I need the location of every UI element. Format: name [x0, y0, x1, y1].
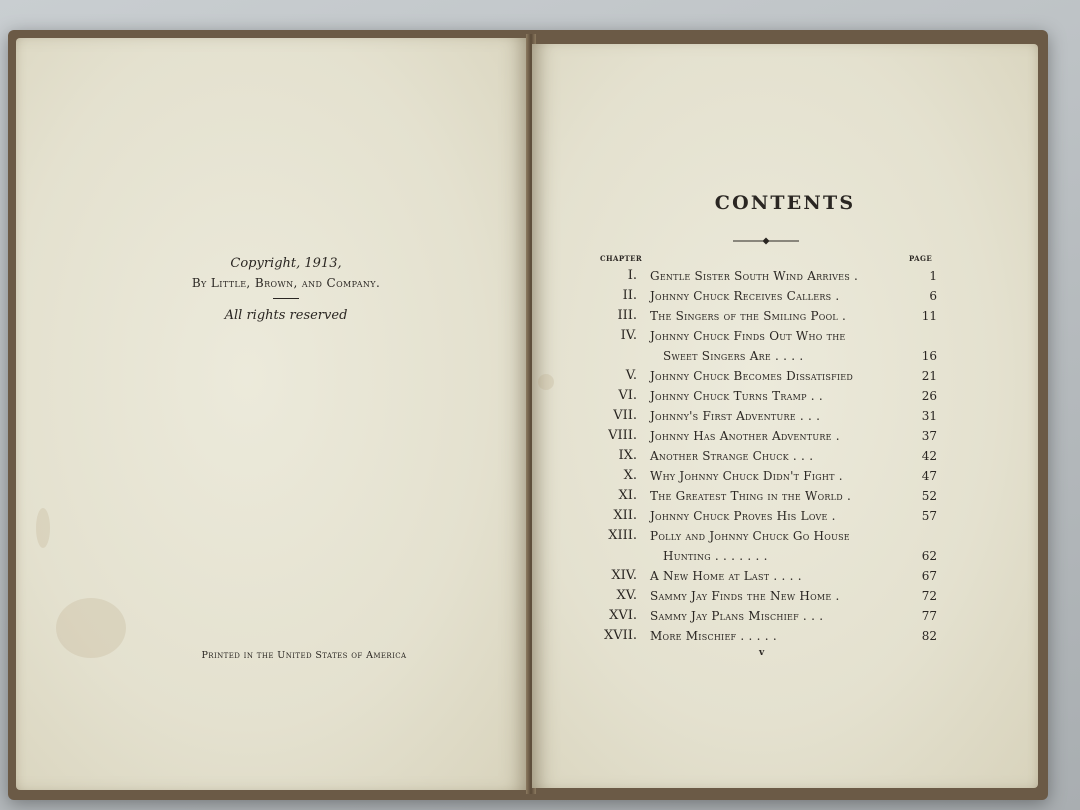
- toc-entry: [592, 366, 937, 386]
- chapter-page-number: 77: [921, 609, 937, 623]
- chapter-number: XV.: [616, 588, 637, 603]
- chapter-page-number: 6: [929, 289, 937, 303]
- chapter-number: VIII.: [608, 428, 637, 443]
- chapter-number: V.: [625, 368, 637, 383]
- copyright-block: [166, 254, 406, 326]
- chapter-number: VI.: [618, 388, 637, 403]
- toc-entry: [592, 486, 937, 506]
- toc-entry: [592, 426, 937, 446]
- chapter-title: Johnny Chuck Receives Callers .: [650, 289, 840, 303]
- chapter-title: Another Strange Chuck . . .: [650, 449, 814, 463]
- divider-rule: [273, 298, 299, 299]
- toc-entry: [592, 266, 937, 286]
- chapter-number: XVII.: [603, 628, 637, 643]
- page-stain: [56, 598, 126, 658]
- chapter-page-number: 57: [921, 509, 937, 523]
- chapter-title: Johnny Chuck Proves His Love .: [650, 509, 836, 523]
- chapter-title: Sammy Jay Finds the New Home .: [650, 589, 840, 603]
- toc-entry: [592, 286, 937, 306]
- chapter-title: Johnny Chuck Becomes Dissatisfied: [650, 369, 854, 383]
- chapter-number: III.: [617, 308, 637, 323]
- toc-entry: [592, 626, 937, 646]
- ornament-divider-icon: [733, 236, 799, 246]
- chapter-number: X.: [623, 468, 637, 483]
- chapter-number: II.: [622, 288, 637, 303]
- chapter-title: The Singers of the Smiling Pool .: [650, 309, 847, 323]
- page-column-label: PAGE: [909, 254, 933, 263]
- chapter-page-number: 67: [921, 569, 937, 583]
- toc-entry: [592, 586, 937, 606]
- toc-entry: [592, 566, 937, 586]
- chapter-number: VII.: [613, 408, 637, 423]
- chapter-page-number: 16: [921, 349, 937, 363]
- toc-entry: [592, 606, 937, 626]
- chapter-number: XI.: [618, 488, 637, 503]
- chapter-title: More Mischief . . . . .: [650, 629, 777, 643]
- chapter-title: Johnny Chuck Turns Tramp . .: [650, 389, 823, 403]
- chapter-column-label: CHAPTER: [600, 254, 643, 263]
- publisher-line: By Little, Brown, and Company.: [191, 276, 381, 290]
- chapter-title: The Greatest Thing in the World .: [650, 489, 852, 503]
- chapter-number: IX.: [618, 448, 637, 463]
- chapter-title: A New Home at Last . . . .: [650, 569, 802, 583]
- chapter-page-number: 62: [921, 549, 937, 563]
- toc-entry: [592, 446, 937, 466]
- chapter-page-number: 47: [921, 469, 937, 483]
- copyright-line: Copyright, 1913,: [230, 256, 342, 271]
- contents-title: CONTENTS: [714, 192, 856, 214]
- chapter-page-number: 52: [921, 489, 937, 503]
- right-page: [532, 44, 1038, 788]
- chapter-page-number: 21: [921, 369, 937, 383]
- page-stain: [36, 508, 50, 548]
- left-page: [16, 38, 530, 790]
- toc-entry: [592, 346, 937, 366]
- chapter-number: XVI.: [609, 608, 637, 623]
- toc-entry: [592, 306, 937, 326]
- chapter-title: Sweet Singers Are . . . .: [663, 349, 804, 363]
- printed-in-line: Printed in the United States of America: [201, 650, 407, 661]
- chapter-number: I.: [627, 268, 637, 283]
- toc-entry: [592, 506, 937, 526]
- contents-list: [592, 266, 937, 646]
- chapter-title: Sammy Jay Plans Mischief . . .: [650, 609, 824, 623]
- toc-entry: [592, 466, 937, 486]
- chapter-number: XII.: [613, 508, 637, 523]
- chapter-title: Why Johnny Chuck Didn't Fight .: [650, 469, 843, 483]
- toc-entry: [592, 386, 937, 406]
- chapter-page-number: 11: [921, 309, 937, 323]
- rights-line: All rights reserved: [224, 308, 348, 323]
- chapter-number: IV.: [620, 328, 637, 343]
- toc-entry: [592, 546, 937, 566]
- chapter-title: Hunting . . . . . . .: [663, 549, 768, 563]
- chapter-title: Polly and Johnny Chuck Go House: [650, 529, 850, 543]
- chapter-number: XIII.: [608, 528, 637, 543]
- chapter-number: XIV.: [611, 568, 637, 583]
- toc-entry: [592, 326, 937, 346]
- chapter-title: Johnny Chuck Finds Out Who the: [650, 329, 846, 343]
- toc-entry: [592, 526, 937, 546]
- chapter-page-number: 82: [921, 629, 937, 643]
- chapter-page-number: 37: [921, 429, 937, 443]
- chapter-title: Johnny's First Adventure . . .: [650, 409, 821, 423]
- chapter-title: Johnny Has Another Adventure .: [650, 429, 840, 443]
- page-folio: v: [759, 648, 765, 658]
- chapter-page-number: 42: [921, 449, 937, 463]
- chapter-title: Gentle Sister South Wind Arrives .: [650, 269, 859, 283]
- chapter-page-number: 26: [921, 389, 937, 403]
- chapter-page-number: 31: [921, 409, 937, 423]
- toc-entry: [592, 406, 937, 426]
- page-stain: [538, 374, 554, 390]
- chapter-page-number: 72: [921, 589, 937, 603]
- chapter-page-number: 1: [929, 269, 937, 283]
